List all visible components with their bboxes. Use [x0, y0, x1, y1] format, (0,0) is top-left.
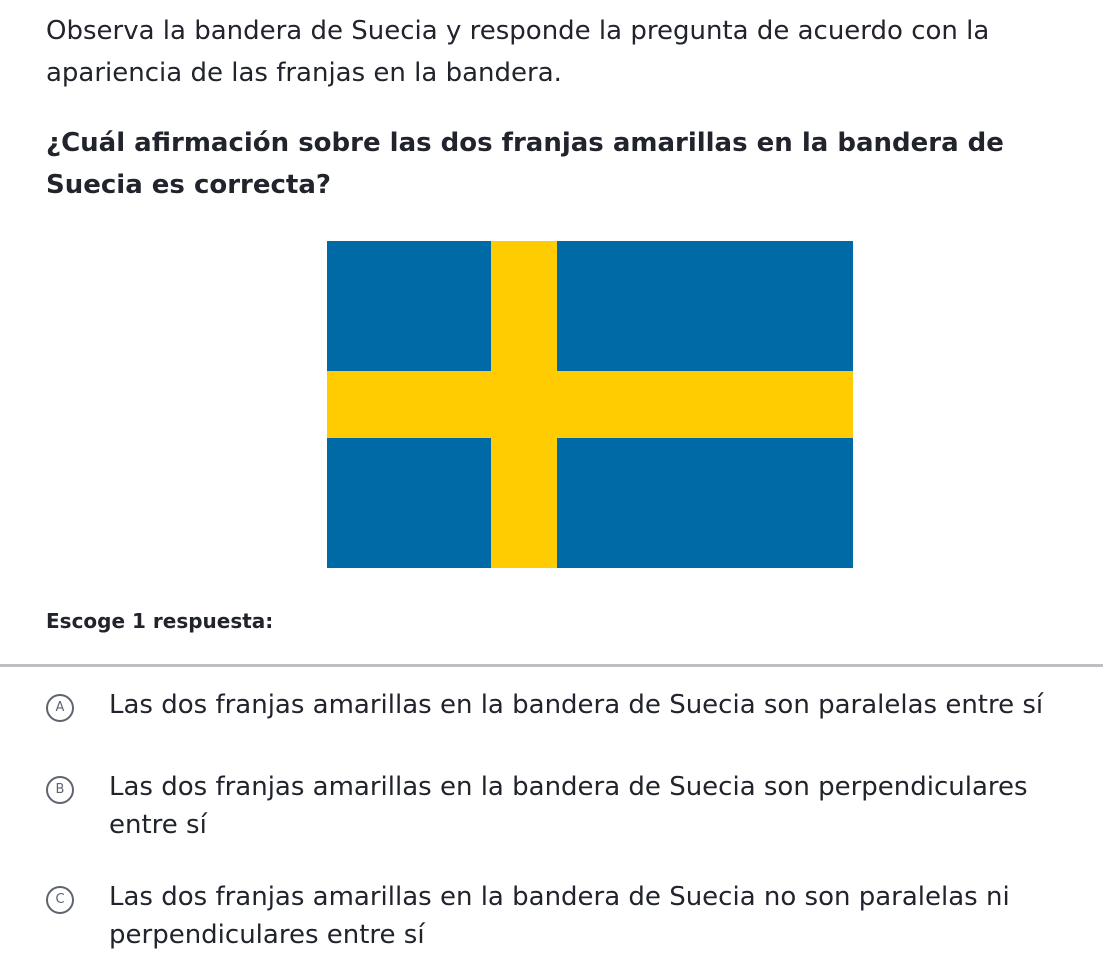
instructions-text: Observa la bandera de Suecia y responde la pregunta de acuerdo con la apariencia de las franjas en la bandera.	[46, 16, 990, 88]
choice-c-radio[interactable]: C	[46, 886, 74, 914]
divider	[0, 664, 1103, 667]
choice-a[interactable]	[46, 686, 1086, 726]
choice-b-label[interactable]: Las dos franjas amarillas en la bandera de Suecia son perpendiculares entre sí	[109, 772, 1028, 840]
answer-prompt: Escoge 1 respuesta:	[46, 609, 274, 633]
choice-c[interactable]	[46, 878, 1086, 958]
choice-c-label[interactable]: Las dos franjas amarillas en la bandera de Suecia no son paralelas ni perpendiculares entre sí	[109, 882, 1010, 950]
question-text: ¿Cuál afirmación sobre las dos franjas amarillas en la bandera de Suecia es correcta?	[46, 128, 1004, 200]
choice-a-label[interactable]: Las dos franjas amarillas en la bandera de Suecia son paralelas entre sí	[109, 690, 1044, 720]
choice-b[interactable]	[46, 768, 1086, 848]
flag-horizontal-stripe	[327, 371, 853, 438]
choice-b-radio[interactable]: B	[46, 776, 74, 804]
choice-a-radio[interactable]: A	[46, 694, 74, 722]
sweden-flag-image	[327, 241, 853, 568]
